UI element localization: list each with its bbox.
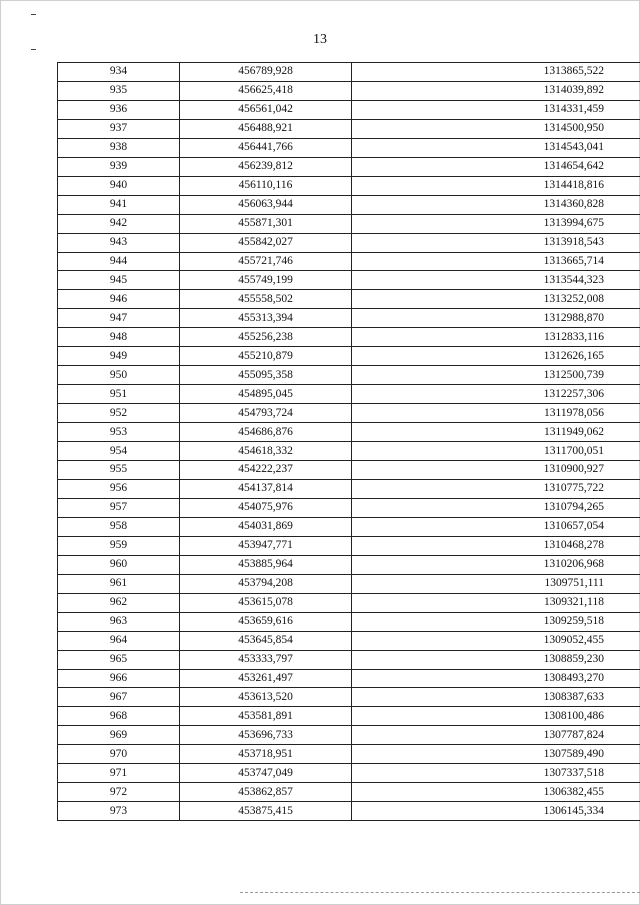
point-number-cell: 944 — [58, 252, 180, 271]
y-coordinate-cell: 1308387,633 — [352, 688, 640, 707]
table-row — [58, 631, 640, 650]
point-number-cell: 954 — [58, 442, 180, 461]
y-coordinate-cell: 1314500,950 — [352, 119, 640, 138]
coordinates-table-body — [58, 63, 640, 821]
table-row — [58, 347, 640, 366]
table-row — [58, 612, 640, 631]
y-coordinate-cell: 1308859,230 — [352, 650, 640, 669]
point-number-cell: 956 — [58, 479, 180, 498]
table-row — [58, 764, 640, 783]
y-coordinate-cell: 1312500,739 — [352, 366, 640, 385]
x-coordinate-cell: 454137,814 — [180, 479, 352, 498]
table-row — [58, 138, 640, 157]
point-number-cell: 939 — [58, 157, 180, 176]
y-coordinate-cell: 1310206,968 — [352, 555, 640, 574]
x-coordinate-cell: 453613,520 — [180, 688, 352, 707]
y-coordinate-cell: 1313994,675 — [352, 214, 640, 233]
y-coordinate-cell: 1309751,111 — [352, 574, 640, 593]
x-coordinate-cell: 456789,928 — [180, 63, 352, 82]
point-number-cell: 961 — [58, 574, 180, 593]
x-coordinate-cell: 454618,332 — [180, 442, 352, 461]
point-number-cell: 934 — [58, 63, 180, 82]
y-coordinate-cell: 1313865,522 — [352, 63, 640, 82]
table-row — [58, 252, 640, 271]
point-number-cell: 946 — [58, 290, 180, 309]
x-coordinate-cell: 453645,854 — [180, 631, 352, 650]
y-coordinate-cell: 1308493,270 — [352, 669, 640, 688]
point-number-cell: 952 — [58, 404, 180, 423]
x-coordinate-cell: 456110,116 — [180, 176, 352, 195]
x-coordinate-cell: 455842,027 — [180, 233, 352, 252]
page-number: 13 — [313, 32, 327, 47]
table-row — [58, 404, 640, 423]
y-coordinate-cell: 1309259,518 — [352, 612, 640, 631]
table-row — [58, 669, 640, 688]
y-coordinate-cell: 1310900,927 — [352, 461, 640, 480]
point-number-cell: 949 — [58, 347, 180, 366]
y-coordinate-cell: 1309321,118 — [352, 593, 640, 612]
point-number-cell: 964 — [58, 631, 180, 650]
point-number-cell: 962 — [58, 593, 180, 612]
table-row — [58, 423, 640, 442]
table-row — [58, 783, 640, 802]
y-coordinate-cell: 1308100,486 — [352, 707, 640, 726]
x-coordinate-cell: 454075,976 — [180, 498, 352, 517]
x-coordinate-cell: 456063,944 — [180, 195, 352, 214]
table-row — [58, 328, 640, 347]
y-coordinate-cell: 1313544,323 — [352, 271, 640, 290]
point-number-cell: 938 — [58, 138, 180, 157]
table-row — [58, 290, 640, 309]
y-coordinate-cell: 1314543,041 — [352, 138, 640, 157]
x-coordinate-cell: 453947,771 — [180, 536, 352, 555]
x-coordinate-cell: 453261,497 — [180, 669, 352, 688]
point-number-cell: 958 — [58, 517, 180, 536]
table-row — [58, 119, 640, 138]
x-coordinate-cell: 453615,078 — [180, 593, 352, 612]
point-number-cell: 957 — [58, 498, 180, 517]
scan-mark — [31, 49, 36, 50]
x-coordinate-cell: 453794,208 — [180, 574, 352, 593]
table-row — [58, 63, 640, 82]
table-row — [58, 726, 640, 745]
table-row — [58, 707, 640, 726]
x-coordinate-cell: 454686,876 — [180, 423, 352, 442]
x-coordinate-cell: 456488,921 — [180, 119, 352, 138]
x-coordinate-cell: 455210,879 — [180, 347, 352, 366]
table-row — [58, 461, 640, 480]
y-coordinate-cell: 1310794,265 — [352, 498, 640, 517]
point-number-cell: 951 — [58, 385, 180, 404]
table-row — [58, 309, 640, 328]
point-number-cell: 953 — [58, 423, 180, 442]
y-coordinate-cell: 1311700,051 — [352, 442, 640, 461]
y-coordinate-cell: 1314331,459 — [352, 100, 640, 119]
x-coordinate-cell: 454222,237 — [180, 461, 352, 480]
point-number-cell: 966 — [58, 669, 180, 688]
point-number-cell: 940 — [58, 176, 180, 195]
y-coordinate-cell: 1311949,062 — [352, 423, 640, 442]
table-row — [58, 802, 640, 821]
x-coordinate-cell: 453718,951 — [180, 745, 352, 764]
point-number-cell: 943 — [58, 233, 180, 252]
y-coordinate-cell: 1311978,056 — [352, 404, 640, 423]
y-coordinate-cell: 1312833,116 — [352, 328, 640, 347]
scan-mark — [31, 14, 36, 15]
point-number-cell: 945 — [58, 271, 180, 290]
point-number-cell: 971 — [58, 764, 180, 783]
table-row — [58, 214, 640, 233]
table-row — [58, 176, 640, 195]
point-number-cell: 942 — [58, 214, 180, 233]
footer-line — [240, 892, 640, 894]
x-coordinate-cell: 453696,733 — [180, 726, 352, 745]
y-coordinate-cell: 1309052,455 — [352, 631, 640, 650]
x-coordinate-cell: 453885,964 — [180, 555, 352, 574]
table-row — [58, 479, 640, 498]
table-row — [58, 195, 640, 214]
y-coordinate-cell: 1314039,892 — [352, 81, 640, 100]
y-coordinate-cell: 1306145,334 — [352, 802, 640, 821]
y-coordinate-cell: 1314360,828 — [352, 195, 640, 214]
table-row — [58, 650, 640, 669]
x-coordinate-cell: 455558,502 — [180, 290, 352, 309]
x-coordinate-cell: 455749,199 — [180, 271, 352, 290]
point-number-cell: 935 — [58, 81, 180, 100]
x-coordinate-cell: 455721,746 — [180, 252, 352, 271]
point-number-cell: 937 — [58, 119, 180, 138]
y-coordinate-cell: 1312626,165 — [352, 347, 640, 366]
point-number-cell: 947 — [58, 309, 180, 328]
x-coordinate-cell: 456561,042 — [180, 100, 352, 119]
point-number-cell: 955 — [58, 461, 180, 480]
point-number-cell: 959 — [58, 536, 180, 555]
table-row — [58, 442, 640, 461]
point-number-cell: 967 — [58, 688, 180, 707]
table-row — [58, 366, 640, 385]
point-number-cell: 968 — [58, 707, 180, 726]
point-number-cell: 969 — [58, 726, 180, 745]
x-coordinate-cell: 454793,724 — [180, 404, 352, 423]
y-coordinate-cell: 1312988,870 — [352, 309, 640, 328]
x-coordinate-cell: 456239,812 — [180, 157, 352, 176]
x-coordinate-cell: 454031,869 — [180, 517, 352, 536]
x-coordinate-cell: 453581,891 — [180, 707, 352, 726]
table-row — [58, 385, 640, 404]
x-coordinate-cell: 456625,418 — [180, 81, 352, 100]
y-coordinate-cell: 1312257,306 — [352, 385, 640, 404]
y-coordinate-cell: 1310657,054 — [352, 517, 640, 536]
y-coordinate-cell: 1307589,490 — [352, 745, 640, 764]
table-row — [58, 574, 640, 593]
x-coordinate-cell: 455256,238 — [180, 328, 352, 347]
table-row — [58, 517, 640, 536]
table-row — [58, 271, 640, 290]
x-coordinate-cell: 455313,394 — [180, 309, 352, 328]
y-coordinate-cell: 1310775,722 — [352, 479, 640, 498]
x-coordinate-cell: 453333,797 — [180, 650, 352, 669]
point-number-cell: 973 — [58, 802, 180, 821]
point-number-cell: 950 — [58, 366, 180, 385]
x-coordinate-cell: 453875,415 — [180, 802, 352, 821]
point-number-cell: 960 — [58, 555, 180, 574]
x-coordinate-cell: 456441,766 — [180, 138, 352, 157]
x-coordinate-cell: 453862,857 — [180, 783, 352, 802]
point-number-cell: 963 — [58, 612, 180, 631]
coordinates-table — [57, 62, 640, 821]
x-coordinate-cell: 454895,045 — [180, 385, 352, 404]
point-number-cell: 941 — [58, 195, 180, 214]
y-coordinate-cell: 1314654,642 — [352, 157, 640, 176]
table-row — [58, 157, 640, 176]
table-row — [58, 81, 640, 100]
point-number-cell: 970 — [58, 745, 180, 764]
table-row — [58, 100, 640, 119]
y-coordinate-cell: 1306382,455 — [352, 783, 640, 802]
table-row — [58, 555, 640, 574]
x-coordinate-cell: 453747,049 — [180, 764, 352, 783]
point-number-cell: 965 — [58, 650, 180, 669]
table-row — [58, 688, 640, 707]
table-row — [58, 233, 640, 252]
y-coordinate-cell: 1313252,008 — [352, 290, 640, 309]
x-coordinate-cell: 455095,358 — [180, 366, 352, 385]
x-coordinate-cell: 455871,301 — [180, 214, 352, 233]
y-coordinate-cell: 1307337,518 — [352, 764, 640, 783]
y-coordinate-cell: 1313918,543 — [352, 233, 640, 252]
x-coordinate-cell: 453659,616 — [180, 612, 352, 631]
table-row — [58, 745, 640, 764]
point-number-cell: 936 — [58, 100, 180, 119]
table-row — [58, 536, 640, 555]
y-coordinate-cell: 1314418,816 — [352, 176, 640, 195]
table-row — [58, 593, 640, 612]
y-coordinate-cell: 1307787,824 — [352, 726, 640, 745]
y-coordinate-cell: 1310468,278 — [352, 536, 640, 555]
point-number-cell: 948 — [58, 328, 180, 347]
point-number-cell: 972 — [58, 783, 180, 802]
table-row — [58, 498, 640, 517]
y-coordinate-cell: 1313665,714 — [352, 252, 640, 271]
